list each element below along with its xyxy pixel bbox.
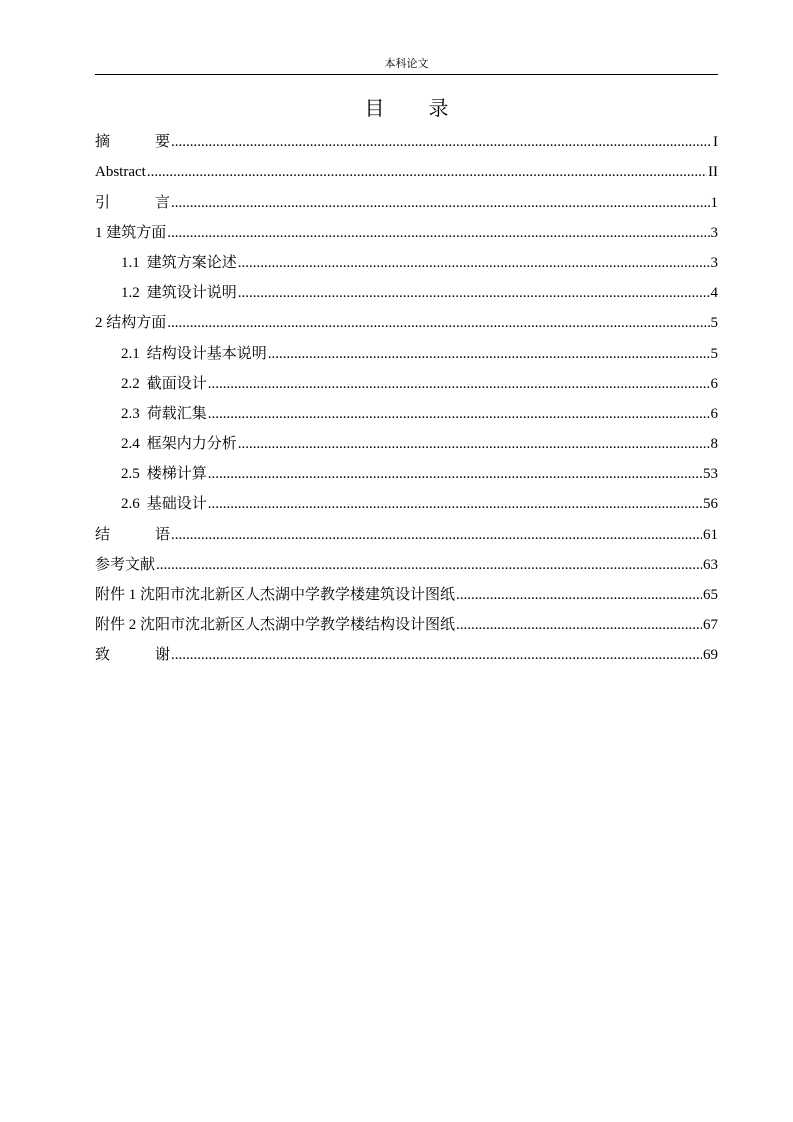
- toc-page-number: 61: [703, 526, 718, 543]
- toc-entry-section-2-3[interactable]: [95, 399, 718, 429]
- toc-leader-dots: [238, 248, 710, 278]
- toc-entry-section-2-6[interactable]: [95, 489, 718, 519]
- toc-page-number: I: [713, 134, 718, 151]
- toc-entry-section-1-2[interactable]: [95, 278, 718, 308]
- toc-entry-section-2-5[interactable]: [95, 459, 718, 489]
- toc-entry-label: 1.1 建筑方案论述: [121, 254, 237, 271]
- toc-entry-conclusion[interactable]: [95, 519, 718, 549]
- toc-page-number: 5: [710, 315, 718, 332]
- toc-page-number: 53: [703, 466, 718, 483]
- toc-leader-dots: [171, 127, 712, 157]
- toc-leader-dots: [171, 188, 709, 218]
- toc-entry-section-2-2[interactable]: [95, 369, 718, 399]
- toc-page-number: 67: [703, 617, 718, 634]
- toc-entry-chapter-2[interactable]: [95, 308, 718, 338]
- toc-page-number: 63: [703, 556, 718, 573]
- toc-entry-label: 参考文献: [95, 556, 156, 573]
- toc-entry-appendix-2[interactable]: [95, 610, 718, 640]
- toc-entry-label: 2.6 基础设计: [121, 496, 207, 513]
- toc-leader-dots: [167, 308, 709, 338]
- toc-page-number: II: [708, 164, 718, 181]
- toc-page-number: 3: [710, 224, 718, 241]
- toc-title-char-2: 录: [428, 98, 449, 120]
- toc-page-number: 56: [703, 496, 718, 513]
- running-header: [95, 56, 718, 75]
- toc-entry-section-1-1[interactable]: [95, 248, 718, 278]
- toc-leader-dots: [456, 580, 702, 610]
- toc-page-number: 6: [710, 405, 718, 422]
- toc-leader-dots: [147, 157, 707, 187]
- toc-leader-dots: [268, 339, 710, 369]
- table-of-contents: [95, 127, 718, 670]
- toc-page-number: 8: [710, 436, 718, 453]
- toc-page-number: 69: [703, 647, 718, 664]
- toc-entry-abstract-en[interactable]: [95, 157, 718, 187]
- toc-entry-label: 2.3 荷载汇集: [121, 405, 207, 422]
- toc-entry-label: 2.5 楼梯计算: [121, 466, 207, 483]
- toc-entry-label: 2.4 框架内力分析: [121, 436, 237, 453]
- toc-leader-dots: [208, 459, 702, 489]
- toc-entry-appendix-1[interactable]: [95, 580, 718, 610]
- toc-entry-label: 致 谢: [95, 647, 171, 664]
- toc-entry-acknowledgements[interactable]: [95, 640, 718, 670]
- toc-entry-label: 附件 1 沈阳市沈北新区人杰湖中学教学楼建筑设计图纸: [95, 587, 456, 603]
- toc-entry-label: 1 建筑方面: [95, 224, 167, 241]
- toc-entry-introduction[interactable]: [95, 187, 718, 217]
- toc-entry-references[interactable]: [95, 550, 718, 580]
- toc-entry-section-2-1[interactable]: [95, 338, 718, 368]
- toc-page-number: 1: [710, 194, 718, 211]
- toc-entry-label: 2 结构方面: [95, 315, 167, 332]
- toc-page-number: 6: [710, 375, 718, 392]
- toc-entry-label: 附件 2 沈阳市沈北新区人杰湖中学教学楼结构设计图纸: [95, 617, 456, 634]
- toc-entry-label: 摘 要: [95, 134, 171, 151]
- toc-page-number: 3: [710, 254, 718, 271]
- toc-leader-dots: [208, 399, 710, 429]
- toc-entry-section-2-4[interactable]: [95, 429, 718, 459]
- toc-entry-chapter-1[interactable]: [95, 218, 718, 248]
- toc-entry-label: 2.1 结构设计基本说明: [121, 345, 267, 362]
- toc-title-char-1: 目: [364, 98, 385, 120]
- toc-entry-label: 2.2 截面设计: [121, 375, 207, 392]
- toc-entry-label: 引 言: [95, 194, 171, 211]
- toc-entry-label: 1.2 建筑设计说明: [121, 285, 237, 302]
- toc-leader-dots: [171, 640, 702, 670]
- toc-leader-dots: [238, 278, 710, 308]
- toc-entry-label: 结 语: [95, 526, 171, 543]
- toc-entry-abstract-cn[interactable]: [95, 127, 718, 157]
- toc-page-number: 65: [703, 587, 718, 603]
- toc-leader-dots: [167, 218, 709, 248]
- toc-leader-dots: [238, 429, 710, 459]
- toc-leader-dots: [456, 610, 702, 640]
- running-header-text: 本科论文: [384, 58, 429, 70]
- toc-entry-label: Abstract: [95, 164, 146, 181]
- toc-leader-dots: [208, 489, 702, 519]
- toc-leader-dots: [156, 550, 702, 580]
- toc-title: [95, 96, 718, 122]
- toc-leader-dots: [208, 369, 710, 399]
- toc-leader-dots: [171, 520, 702, 550]
- toc-page-number: 5: [710, 345, 718, 362]
- toc-page-number: 4: [710, 285, 718, 302]
